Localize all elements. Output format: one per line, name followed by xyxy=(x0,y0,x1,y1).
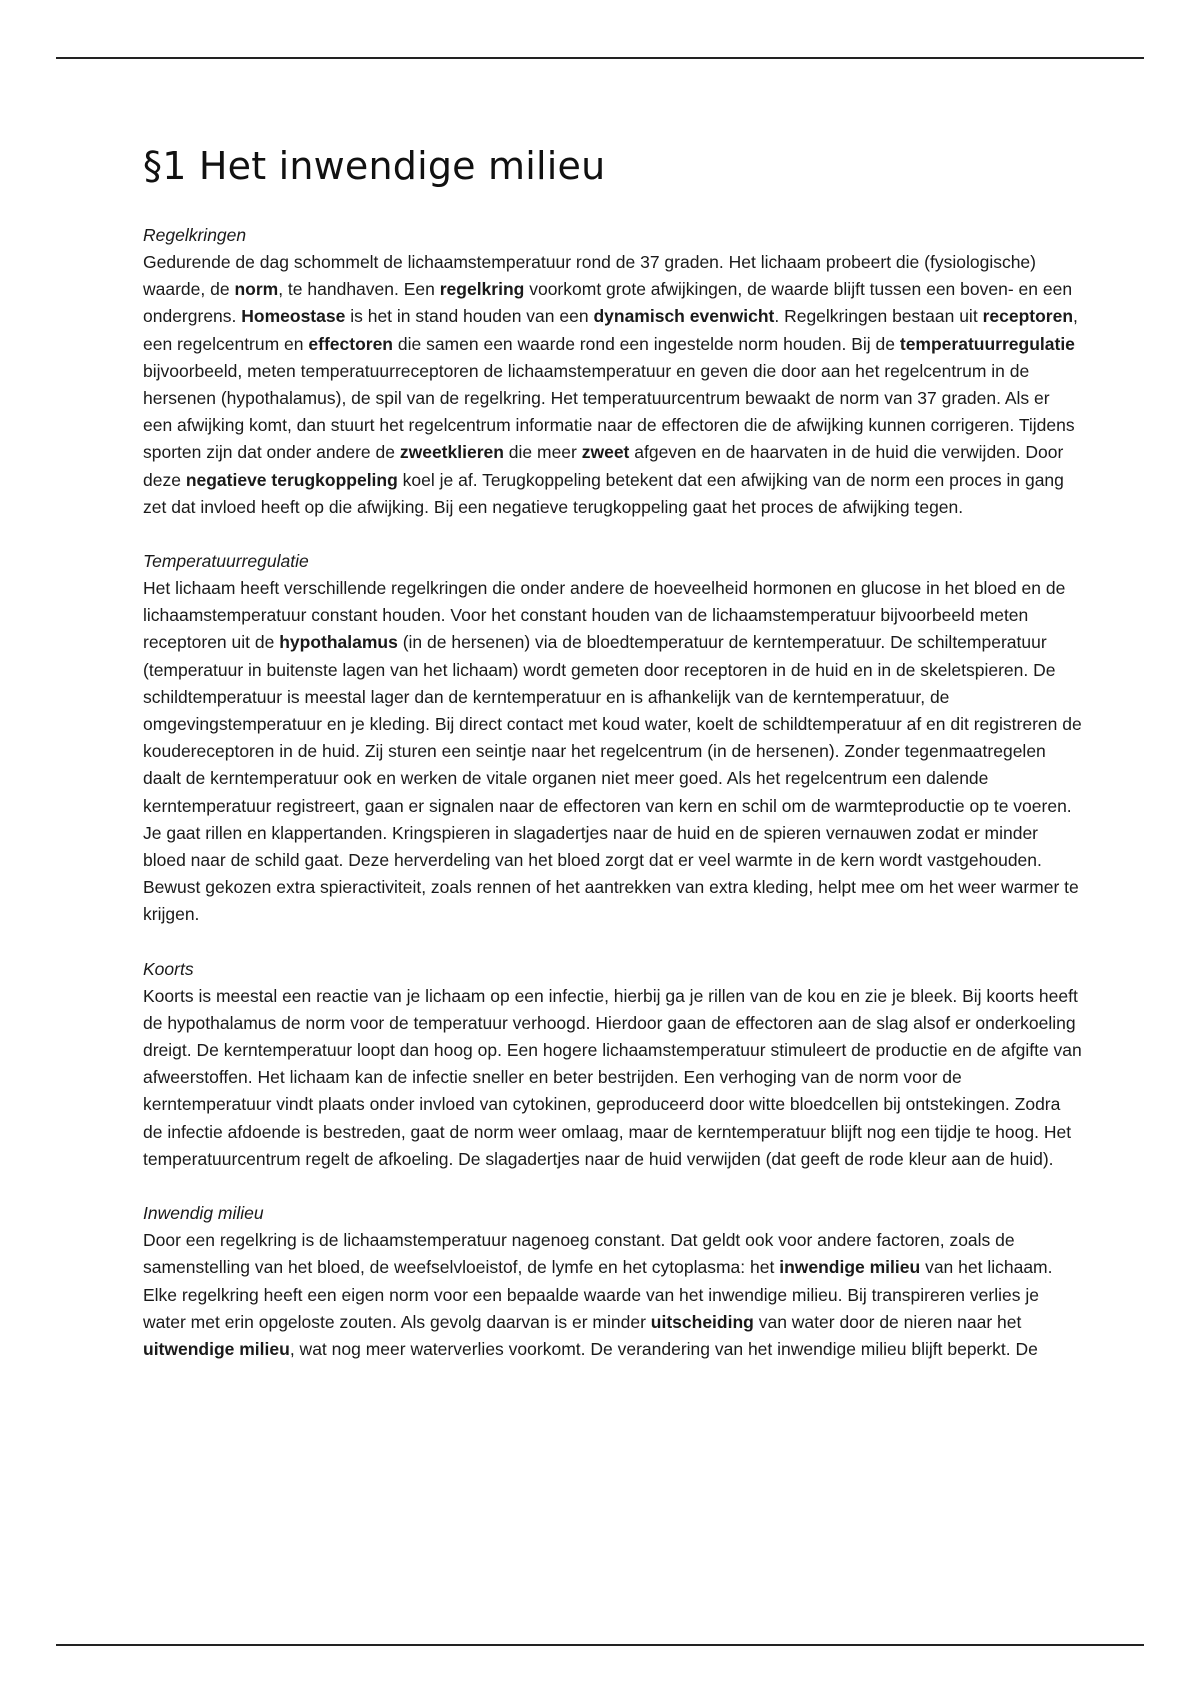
key-term: uitscheiding xyxy=(650,1311,754,1332)
text-run: , wat nog meer waterverlies voorkomt. De verandering van het inwendige milieu blijft beperkt. De xyxy=(289,1338,1038,1359)
section-heading: Temperatuurregulatie xyxy=(143,551,309,572)
section-heading: Inwendig milieu xyxy=(143,1203,264,1224)
text-run: die meer xyxy=(503,442,582,463)
text-run: Koorts is meestal een reactie van je lichaam op een infectie, hierbij ga je rillen van de kou en zie je bleek. Bij koorts heeft de hypothalamus de norm voor de temperatuur verhoogd. Hierdoor gaan de effectoren aan de slag alsof er onderkoeling dreigt. De kerntemperatuur loopt dan hoog op. Een hogere lichaamstemperatuur stimuleert de productie en de afgifte van afweerstoffen. Het lichaam kan de infectie sneller en beter bestrijden. Een verhoging van de norm voor de kerntemperatuur vindt plaats onder invloed van cytokinen, geproduceerd door witte bloedcellen bij ontstekingen. Zodra de infectie afdoende is bestreden, gaat de norm weer omlaag, maar de kerntemperatuur blijft nog een tijdje te hoog. Het temperatuurcentrum regelt de afkoeling. De slagadertjes naar de huid verwijden (dat geeft de rode kleur aan de huid). xyxy=(143,985,1082,1169)
key-term: zweet xyxy=(581,442,630,463)
key-term: norm xyxy=(234,279,279,300)
footer-rule xyxy=(56,1644,1144,1646)
section-paragraph xyxy=(143,983,1083,1173)
key-term: inwendige milieu xyxy=(779,1257,921,1278)
section-heading: Koorts xyxy=(143,958,194,979)
text-run: , een regelcentrum en xyxy=(143,306,1078,354)
section-paragraph xyxy=(143,1227,1083,1363)
section-inwendig-milieu xyxy=(143,1200,1083,1363)
text-run: . Regelkringen bestaan uit xyxy=(774,306,983,327)
document-body xyxy=(143,140,1083,1390)
page-title: §1 Het inwendige milieu xyxy=(143,144,606,188)
key-term: effectoren xyxy=(308,333,393,354)
text-run: van het lichaam. Elke regelkring heeft een eigen norm voor een bepaalde waarde van het inwendige milieu. Bij transpireren verlies je water met erin opgeloste zouten. Als gevolg daarvan is er minder xyxy=(143,1257,1053,1332)
text-run: van water door de nieren naar het xyxy=(753,1311,1022,1332)
text-run: Gedurende de dag schommelt de lichaamstemperatuur rond de 37 graden. Het lichaam probeert die (fysiologische) waarde, de xyxy=(143,252,1036,300)
key-term: receptoren xyxy=(982,306,1074,327)
text-run: voorkomt grote afwijkingen, de waarde blijft tussen een boven- en een ondergrens. xyxy=(143,279,1073,327)
key-term: uitwendige milieu xyxy=(143,1338,290,1359)
text-run: Het lichaam heeft verschillende regelkringen die onder andere de hoeveelheid hormonen en glucose in het bloed en de lichaamstemperatuur constant houden. Voor het constant houden van de lichaamstemperatuur bijvoorbeeld meten receptoren uit de xyxy=(143,578,1066,653)
key-term: negatieve terugkoppeling xyxy=(185,469,398,490)
section-paragraph xyxy=(143,249,1083,521)
section-regelkringen xyxy=(143,222,1083,521)
text-run: is het in stand houden van een xyxy=(345,306,594,327)
text-run: die samen een waarde rond een ingestelde norm houden. Bij de xyxy=(393,333,900,354)
key-term: temperatuurregulatie xyxy=(899,333,1075,354)
key-term: Homeostase xyxy=(241,306,346,327)
text-run: , te handhaven. Een xyxy=(278,279,440,300)
text-run: koel je af. Terugkoppeling betekent dat een afwijking van de norm een proces in gang zet dat invloed heeft op die afwijking. Bij een negatieve terugkoppeling gaat het proces de afwijking tegen. xyxy=(143,469,1064,517)
key-term: zweetklieren xyxy=(399,442,504,463)
section-paragraph xyxy=(143,575,1083,929)
key-term: dynamisch evenwicht xyxy=(593,306,775,327)
section-temperatuurregulatie xyxy=(143,548,1083,929)
text-run: Door een regelkring is de lichaamstemperatuur nagenoeg constant. Dat geldt ook voor andere factoren, zoals de samenstelling van het bloed, de weefselvloeistof, de lymfe en het cytoplasma: het xyxy=(143,1230,1015,1278)
key-term: regelkring xyxy=(439,279,525,300)
text-run: bijvoorbeeld, meten temperatuurreceptoren de lichaamstemperatuur en geven die door aan het regelcentrum in de hersenen (hypothalamus), de spil van de regelkring. Het temperatuurcentrum bewaakt de norm van 37 graden. Als er een afwijking komt, dan stuurt het regelcentrum informatie naar de effectoren die de afwijking kunnen corrigeren. Tijdens sporten zijn dat onder andere de xyxy=(143,360,1075,463)
text-run: (in de hersenen) via de bloedtemperatuur de kerntemperatuur. De schiltemperatuur (temperatuur in buitenste lagen van het lichaam) wordt gemeten door receptoren in de huid en in de skeletspieren. De schildtemperatuur is meestal lager dan de kerntemperatuur en is afhankelijk van de kerntemperatuur, de omgevingstemperatuur en je kleding. Bij direct contact met koud water, koelt de schildtemperatuur af en dit registreren de koudereceptoren in de huid. Zij sturen een seintje naar het regelcentrum (in de hersenen). Zonder tegenmaatregelen daalt de kerntemperatuur ook en werken de vitale organen niet meer goed. Als het regelcentrum een dalende kerntemperatuur registreert, gaan er signalen naar de effectoren van kern en schil om de warmteproductie op te voeren. Je gaat rillen en klappertanden. Kringspieren in slagadertjes naar de huid en de spieren vernauwen zodat er minder bloed naar de schild gaat. Deze herverdeling van het bloed zorgt dat er veel warmte in de kern wordt vastgehouden. Bewust gekozen extra spieractiviteit, zoals rennen of het aantrekken van extra kleding, helpt mee om het weer warmer te krijgen. xyxy=(143,632,1082,925)
text-run: afgeven en de haarvaten in de huid die verwijden. Door deze xyxy=(143,442,1064,490)
header-rule xyxy=(56,57,1144,59)
key-term: hypothalamus xyxy=(279,632,398,653)
section-heading: Regelkringen xyxy=(143,225,247,245)
section-koorts xyxy=(143,956,1083,1173)
